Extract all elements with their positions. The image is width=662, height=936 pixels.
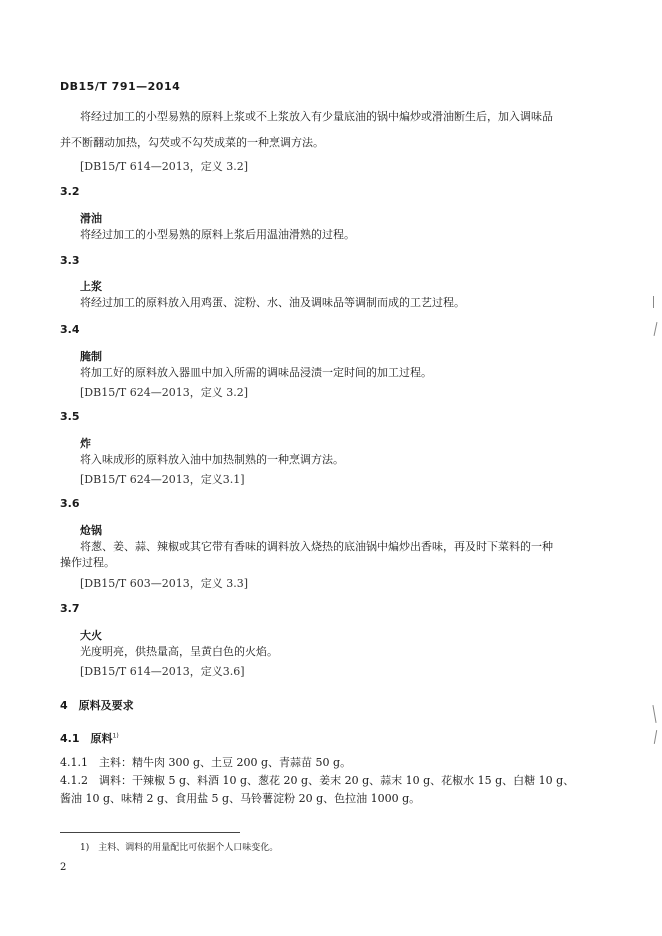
footnote-separator <box>60 832 240 833</box>
intro-line-2: 并不断翻动加热，勾芡或不勾芡成菜的一种烹调方法。 <box>60 136 324 149</box>
term-title-3-4: 腌制 <box>80 350 102 363</box>
footnote-text: 1) 主料、调料的用量配比可依据个人口味变化。 <box>80 843 279 853</box>
item-4-1-2-line-2: 酱油 10 g、味精 2 g、食用盐 5 g、马铃薯淀粉 20 g、色拉油 1000 g。 <box>60 792 421 805</box>
footnote-marker: 1) <box>112 732 119 740</box>
term-title-3-2: 滑油 <box>80 212 102 225</box>
term-title-3-3: 上浆 <box>80 280 102 293</box>
item-4-1-1: 4.1.1 主料：精牛肉 300 g、土豆 200 g、青蒜苗 50 g。 <box>60 756 352 769</box>
term-number-3-3: 3.3 <box>60 254 80 267</box>
term-reference-3-4: [DB15/T 624—2013，定义 3.2] <box>80 386 249 399</box>
term-definition-3-3: 将经过加工的原料放入用鸡蛋、淀粉、水、油及调味品等调制而成的工艺过程。 <box>80 296 465 309</box>
term-definition-3-2: 将经过加工的小型易熟的原料上浆后用温油滑熟的过程。 <box>80 228 355 241</box>
term-number-3-2: 3.2 <box>60 185 80 198</box>
scan-mark <box>653 296 654 308</box>
term-title-3-5: 炸 <box>80 437 91 450</box>
term-reference-3-6: [DB15/T 603—2013，定义 3.3] <box>80 577 249 590</box>
term-number-3-5: 3.5 <box>60 410 80 423</box>
section-4-1-title: 4.1 原料 <box>60 732 113 745</box>
term-reference-3-7: [DB15/T 614—2013，定义3.6] <box>80 665 245 678</box>
scan-mark <box>652 705 656 723</box>
term-number-3-6: 3.6 <box>60 497 80 510</box>
intro-line-1: 将经过加工的小型易熟的原料上浆或不上浆放入有少量底油的锅中煸炒或滑油断生后，加入调味品 <box>80 110 553 123</box>
term-title-3-7: 大火 <box>80 629 102 642</box>
term-definition-3-4: 将加工好的原料放入器皿中加入所需的调味品浸渍一定时间的加工过程。 <box>80 366 432 379</box>
term-definition-3-6-line-2: 操作过程。 <box>60 556 115 569</box>
term-definition-3-6-line-1: 将葱、姜、蒜、辣椒或其它带有香味的调料放入烧热的底油锅中煸炒出香味，再及时下菜料的一种 <box>80 540 553 553</box>
document-header: DB15/T 791—2014 <box>60 80 181 93</box>
term-definition-3-7: 光度明亮，供热量高，呈黄白色的火焰。 <box>80 645 278 658</box>
term-reference-3-5: [DB15/T 624—2013，定义3.1] <box>80 473 245 486</box>
term-number-3-4: 3.4 <box>60 323 80 336</box>
section-4-title: 4 原料及要求 <box>60 699 134 712</box>
term-number-3-7: 3.7 <box>60 602 80 615</box>
term-definition-3-5: 将入味成形的原料放入油中加热制熟的一种烹调方法。 <box>80 453 344 466</box>
section-4-1-heading <box>60 730 119 746</box>
scan-mark <box>654 730 657 744</box>
scan-mark <box>654 322 658 336</box>
item-4-1-2-line-1: 4.1.2 调料：干辣椒 5 g、料酒 10 g、葱花 20 g、姜末 20 g、蒜末 10 g、花椒水 15 g、白糖 10 g、 <box>60 774 575 787</box>
intro-reference: [DB15/T 614—2013，定义 3.2] <box>80 160 249 173</box>
page-number: 2 <box>60 862 67 873</box>
term-title-3-6: 炝锅 <box>80 524 102 537</box>
